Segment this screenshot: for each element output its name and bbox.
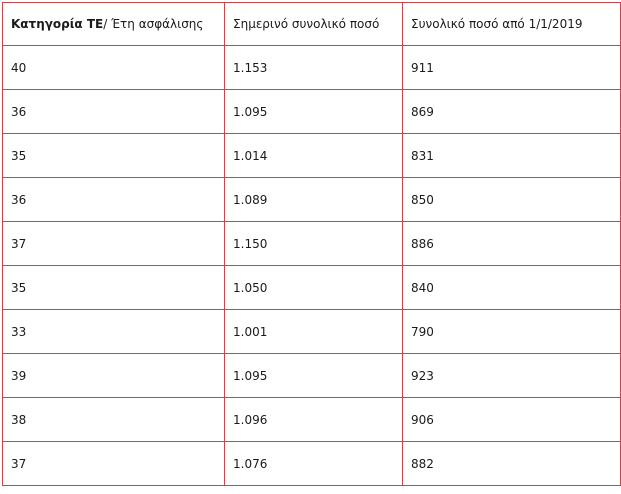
cell-total-from-2019: 911 [403, 46, 621, 90]
cell-current-total: 1.076 [225, 442, 403, 486]
table-row [3, 310, 621, 354]
cell-current-total: 1.096 [225, 398, 403, 442]
header-category-years [3, 3, 225, 46]
header-total-from-2019-label: Συνολικό ποσό από 1/1/2019 [411, 17, 583, 31]
table-row [3, 46, 621, 90]
cell-category-years: 35 [3, 134, 225, 178]
cell-total-from-2019: 790 [403, 310, 621, 354]
table-row [3, 354, 621, 398]
table-body [3, 46, 621, 486]
cell-current-total: 1.001 [225, 310, 403, 354]
cell-category-years: 35 [3, 266, 225, 310]
header-current-total-label: Σημερινό συνολικό ποσό [233, 17, 380, 31]
table-row [3, 134, 621, 178]
table-row [3, 266, 621, 310]
table-row [3, 178, 621, 222]
cell-total-from-2019: 886 [403, 222, 621, 266]
header-current-total [225, 3, 403, 46]
cell-category-years: 39 [3, 354, 225, 398]
header-category-bold: Κατηγορία ΤΕ [11, 17, 104, 31]
cell-category-years: 40 [3, 46, 225, 90]
cell-current-total: 1.150 [225, 222, 403, 266]
table-row [3, 442, 621, 486]
cell-current-total: 1.095 [225, 90, 403, 134]
cell-total-from-2019: 882 [403, 442, 621, 486]
cell-category-years: 33 [3, 310, 225, 354]
cell-total-from-2019: 840 [403, 266, 621, 310]
table-row [3, 90, 621, 134]
cell-category-years: 37 [3, 442, 225, 486]
header-category-rest: / Έτη ασφάλισης [103, 17, 204, 31]
cell-total-from-2019: 850 [403, 178, 621, 222]
table-header-row [3, 3, 621, 46]
table-row [3, 398, 621, 442]
cell-total-from-2019: 906 [403, 398, 621, 442]
cell-category-years: 38 [3, 398, 225, 442]
cell-current-total: 1.089 [225, 178, 403, 222]
data-table [2, 2, 621, 486]
cell-category-years: 36 [3, 178, 225, 222]
cell-current-total: 1.095 [225, 354, 403, 398]
cell-total-from-2019: 923 [403, 354, 621, 398]
cell-current-total: 1.153 [225, 46, 403, 90]
header-total-from-2019 [403, 3, 621, 46]
cell-current-total: 1.050 [225, 266, 403, 310]
cell-current-total: 1.014 [225, 134, 403, 178]
cell-category-years: 37 [3, 222, 225, 266]
table-row [3, 222, 621, 266]
cell-category-years: 36 [3, 90, 225, 134]
cell-total-from-2019: 831 [403, 134, 621, 178]
cell-total-from-2019: 869 [403, 90, 621, 134]
